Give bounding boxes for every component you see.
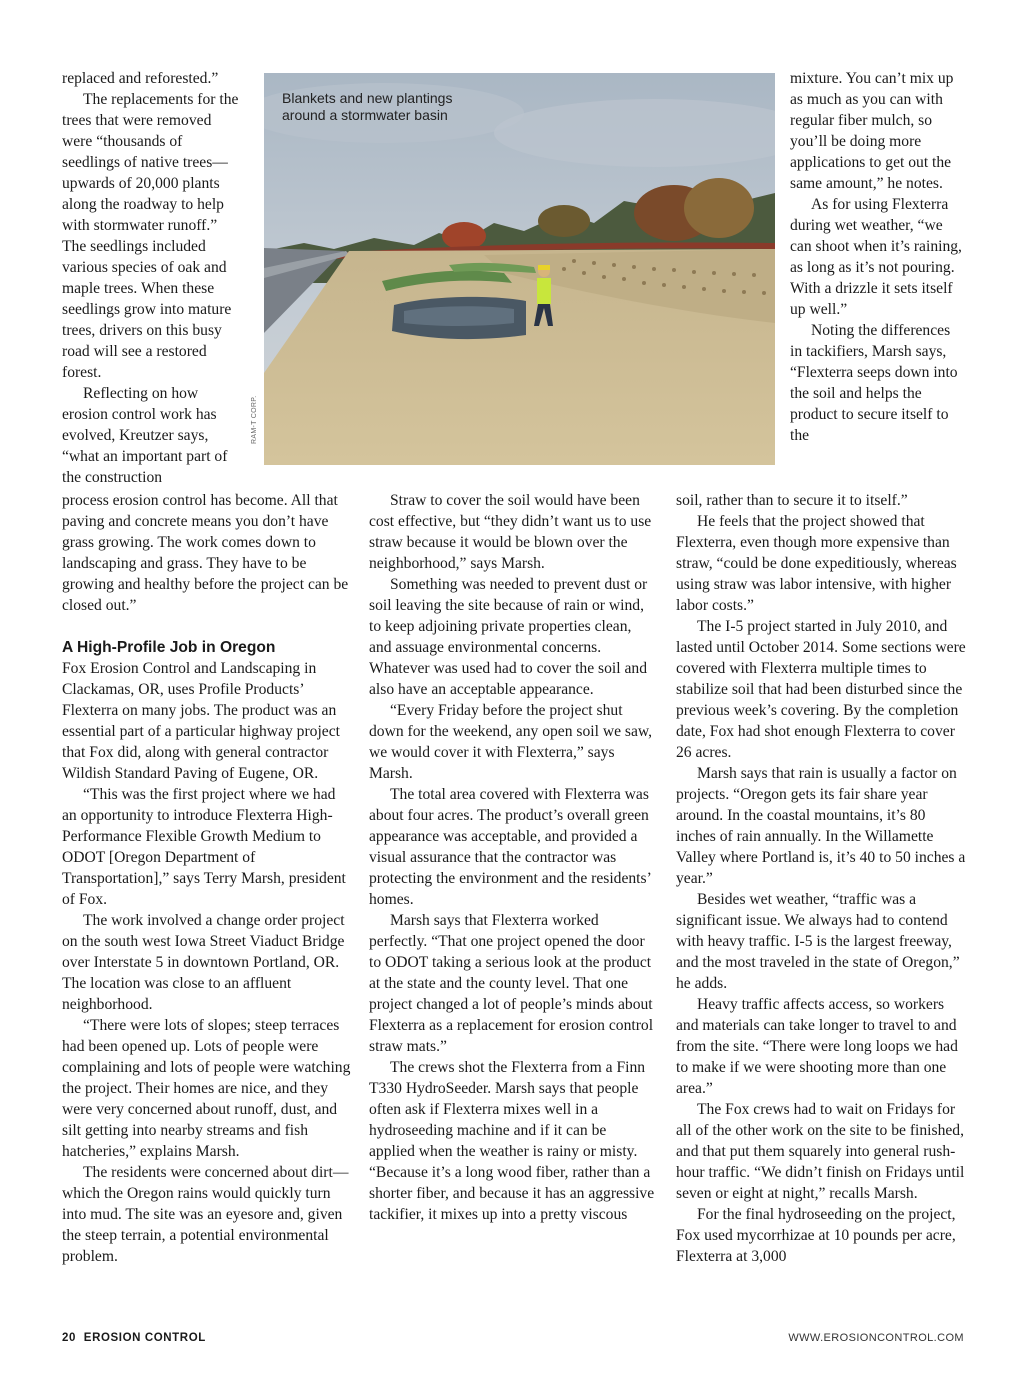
column-3-bottom bbox=[676, 490, 966, 1267]
column-3-top bbox=[790, 68, 966, 446]
paragraph: Fox Erosion Control and Landscaping in Clackamas, OR, uses Profile Products’ Flexterra on many jobs. The product was an essential part of a particular highway project that Fox did, along with general contractor Wildish Standard Paving of Eugene, OR. bbox=[62, 660, 340, 782]
caption-line: Blankets and new plantings bbox=[282, 90, 453, 106]
paragraph: He feels that the project showed that Flexterra, even though more expensive than straw, “could be done expeditiously, whereas using straw was labor intensive, with higher labor costs.” bbox=[676, 513, 957, 614]
paragraph: Marsh says that Flexterra worked perfectly. “That one project opened the door to ODOT taking a serious look at the product at the state and the county level. That one project changed a lot of people’s minds about Flexterra as a replacement for erosion control straw mats.” bbox=[369, 912, 654, 1055]
paragraph: The crews shot the Flexterra from a Finn T330 HydroSeeder. Marsh says that people often ask if Flexterra mixes well in a hydroseeding machine and if it can be applied when the weather is rainy or misty. “Because it’s a long wood fiber, rather than a shorter fiber, and because it has an aggressive tackifier, it mixes up into a pretty viscous bbox=[369, 1059, 655, 1223]
footer-page-label bbox=[62, 1332, 206, 1344]
paragraph: Besides wet weather, “traffic was a significant issue. We always had to contend with heavy traffic. I-5 is the largest freeway, and the most traveled in the state of Oregon,” he adds. bbox=[676, 891, 960, 992]
paragraph: The I-5 project started in July 2010, and lasted until October 2014. Some sections were covered with Flexterra multiple times to stabilize soil that had been disturbed since the previous week’s covering. By the completion date, Fox had shot enough Flexterra to cover 26 acres. bbox=[676, 618, 966, 761]
paragraph: The Fox crews had to wait on Fridays for all of the other work on the site to be finished, and that put them squarely into general rush-hour traffic. “We didn’t finish on Fridays until seven or eight at night,” recalls Marsh. bbox=[676, 1101, 965, 1202]
paragraph: The total area covered with Flexterra was about four acres. The product’s overall green appearance was acceptable, and provided a visual assurance that the contractor was protecting the environment and the residents’ homes. bbox=[369, 786, 651, 908]
paragraph: Marsh says that rain is usually a factor on projects. “Oregon gets its fair share year around. In the coastal mountains, it’s 80 inches of rain annually. In the Willamette Valley where Portland is, it’s 40 to 50 inches a year.” bbox=[676, 765, 966, 887]
column-1-bottom bbox=[62, 490, 352, 1267]
column-2 bbox=[369, 490, 655, 1225]
paragraph: process erosion control has become. All that paving and concrete means you don’t have grass growing. The work comes down to landscaping and grass. They have to be growing and healthy before the project can be closed out.” bbox=[62, 492, 349, 614]
paragraph: The work involved a change order project on the south west Iowa Street Viaduct Bridge over Interstate 5 in downtown Portland, OR. The location was close to an affluent neighborhood. bbox=[62, 912, 345, 1013]
paragraph: replaced and reforested.” bbox=[62, 70, 219, 87]
footer-url: WWW.EROSIONCONTROL.COM bbox=[788, 1332, 964, 1344]
paragraph: Noting the differences in tackifiers, Marsh says, “Flexterra seeps down into the soil and helps the product to secure itself to the bbox=[790, 322, 958, 444]
paragraph: Straw to cover the soil would have been cost effective, but “they didn’t want us to use straw because it would be blown over the neighborhood,” says Marsh. bbox=[369, 492, 652, 572]
caption-line: around a stormwater basin bbox=[282, 107, 448, 123]
paragraph: “There were lots of slopes; steep terraces had been opened up. Lots of people were complaining and lots of people were watching the project. Their homes are nice, and they were very concerned about runoff, dust, and silt getting into nearby streams and fish hatcheries,” explains Marsh. bbox=[62, 1017, 351, 1160]
paragraph: For the final hydroseeding on the project, Fox used mycorrhizae at 10 pounds per acre, Flexterra at 3,000 bbox=[676, 1206, 956, 1265]
paragraph: mixture. You can’t mix up as much as you can with regular fiber mulch, so you’ll be doing more applications to get out the same amount,” he notes. bbox=[790, 70, 954, 192]
paragraph: Heavy traffic affects access, so workers and materials can take longer to travel to and from the site. “There were long loops we had to make if we were shooting more than one area.” bbox=[676, 996, 958, 1097]
paragraph: soil, rather than to secure it to itself.” bbox=[676, 492, 908, 509]
photo-stormwater-basin bbox=[264, 73, 775, 465]
paragraph: The residents were concerned about dirt—which the Oregon rains would quickly turn into mud. The site was an eyesore and, given the steep terrain, a potential environmental problem. bbox=[62, 1164, 349, 1265]
paragraph: “Every Friday before the project shut down for the weekend, any open soil we saw, we would cover it with Flexterra,” says Marsh. bbox=[369, 702, 653, 782]
paragraph: As for using Flexterra during wet weather, “we can shoot when it’s raining, as long as it’s not pouring. With a drizzle it sets itself up well.” bbox=[790, 196, 962, 318]
paragraph: Something was needed to prevent dust or soil leaving the site because of rain or wind, to keep adjoining private properties clean, and assuage environmental concerns. Whatever was used had to cover the soil and also have an acceptable appearance. bbox=[369, 576, 648, 698]
column-1-top bbox=[62, 68, 242, 488]
photo-credit: RAM-T CORP. bbox=[251, 395, 258, 444]
section-heading: A High-Profile Job in Oregon bbox=[62, 639, 276, 656]
paragraph: The replacements for the trees that were removed were “thousands of seedlings of native trees—upwards of 20,000 plants along the roadway to help with stormwater runoff.” The seedlings included various species of oak and maple trees. When these seedlings grow into mature trees, drivers on this busy road will see a restored forest. bbox=[62, 91, 239, 381]
paragraph: Reflecting on how erosion control work has evolved, Kreutzer says, “what an important part of the construction bbox=[62, 385, 228, 486]
section-name: EROSION CONTROL bbox=[83, 1332, 206, 1344]
photo-caption bbox=[282, 90, 502, 124]
page-number: 20 bbox=[62, 1332, 76, 1344]
paragraph: “This was the first project where we had an opportunity to introduce Flexterra High-Performance Flexible Growth Medium to ODOT [Oregon Department of Transportation],” says Terry Marsh, president of Fox. bbox=[62, 786, 346, 908]
